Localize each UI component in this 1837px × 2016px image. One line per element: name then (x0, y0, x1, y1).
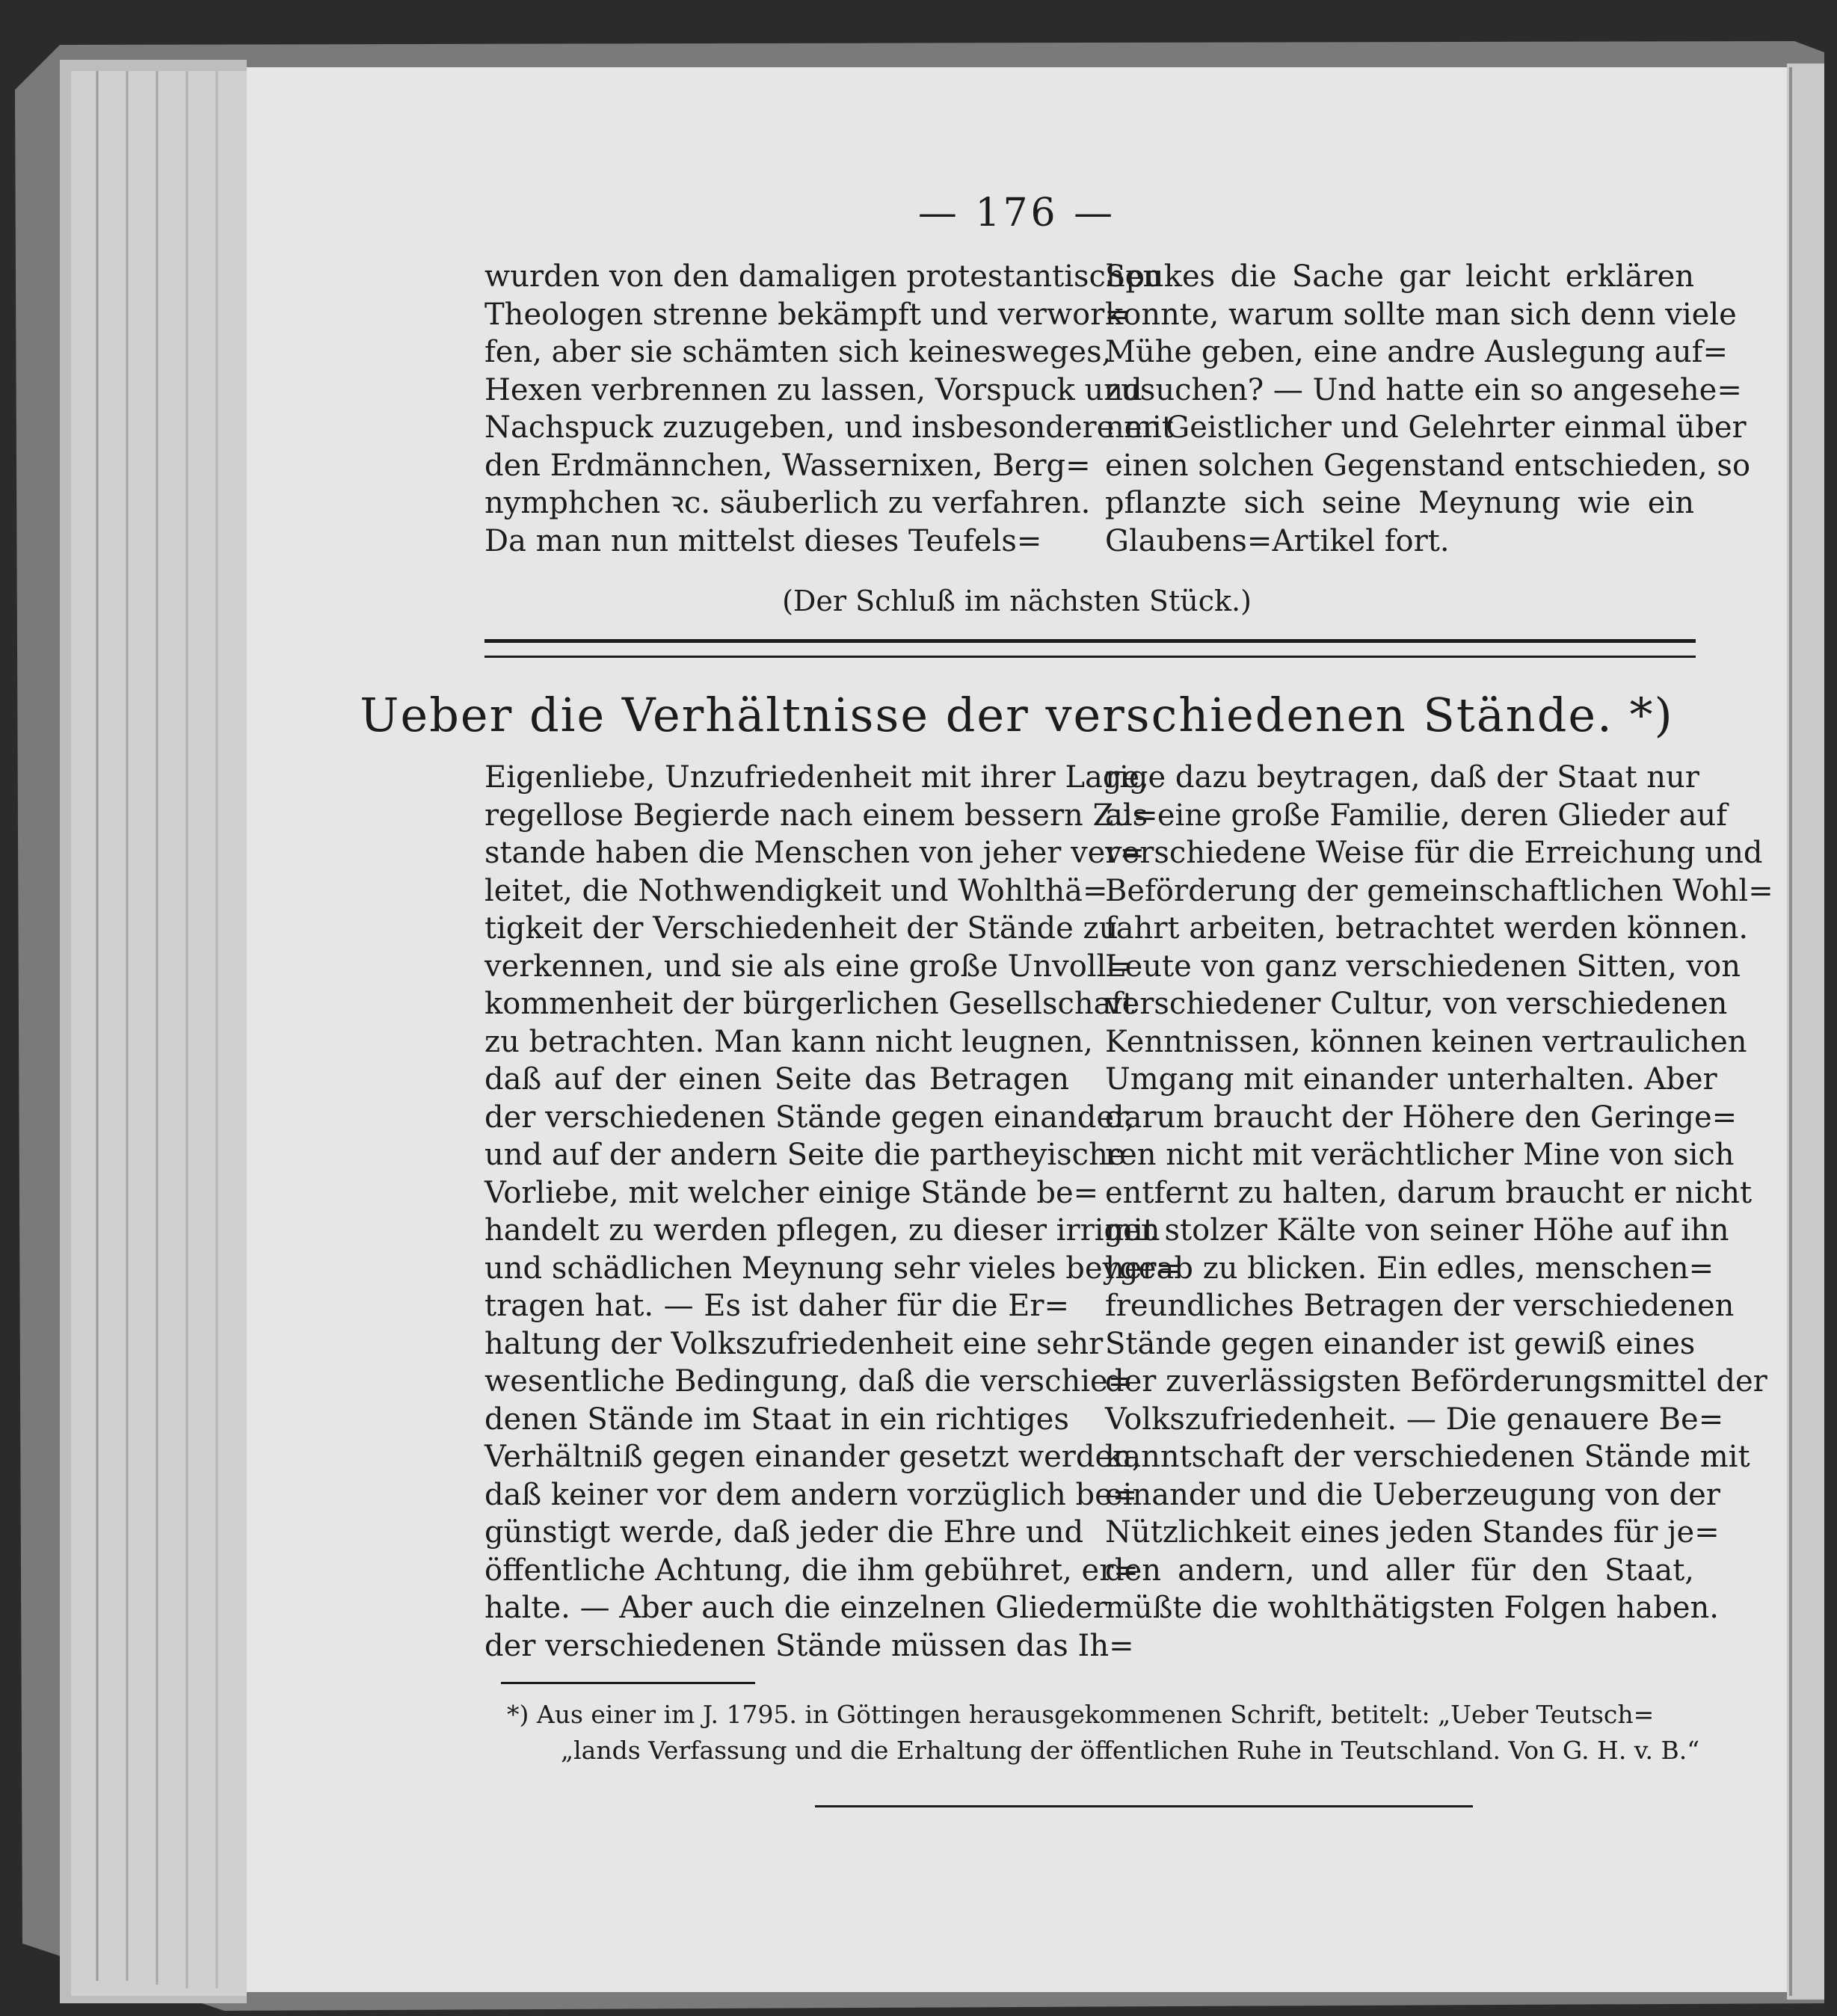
text-line: herab zu blicken. Ein edles, menschen= (1105, 1251, 1714, 1286)
text-line: regellose Begierde nach einem bessern Zu= (484, 798, 1158, 833)
text-line: einen solchen Gegenstand entschieden, so (1105, 448, 1751, 483)
text-line: tigkeit der Verschiedenheit der Stände zu (484, 911, 1118, 946)
text-line: zu betrachten. Man kann nicht leugnen, (484, 1024, 1093, 1059)
text-line: pflanzte sich seine Meynung wie ein (1105, 486, 1694, 520)
text-line: kommenheit der bürgerlichen Gesellschaft (484, 987, 1135, 1021)
text-line: daß keiner vor dem andern vorzüglich be= (484, 1477, 1138, 1512)
text-line: den Erdmännchen, Wassernixen, Berg= (484, 448, 1091, 483)
footnote-divider (501, 1682, 755, 1684)
text-line: fahrt arbeiten, betrachtet werden können. (1105, 911, 1749, 946)
text-line: daß auf der einen Seite das Betragen (484, 1062, 1069, 1097)
text-line: halte. — Aber auch die einzelnen Glieder (484, 1591, 1107, 1625)
text-line: der zuverlässigsten Beförderungsmittel der (1105, 1364, 1767, 1399)
text-line: Hexen verbrennen zu lassen, Vorspuck und (484, 372, 1142, 407)
text-line: Nützlichkeit eines jeden Standes für je= (1105, 1515, 1720, 1550)
bottom-divider (815, 1805, 1473, 1807)
text-line: verkennen, und sie als eine große Unvoll= (484, 949, 1131, 984)
text-column-3 (484, 759, 1181, 1665)
text-line: und auf der andern Seite die partheyische (484, 1138, 1126, 1172)
text-line: handelt zu werden pflegen, zu dieser irrigen (484, 1213, 1160, 1248)
text-line: Stände gegen einander ist gewiß eines (1105, 1326, 1696, 1361)
text-line: öffentliche Achtung, die ihm gebühret, er= (484, 1553, 1139, 1588)
text-line: darum braucht der Höhere den Geringe= (1105, 1100, 1738, 1135)
text-line: konnte, warum sollte man sich denn viele (1105, 297, 1737, 332)
text-line: entfernt zu halten, darum braucht er nicht (1105, 1175, 1753, 1210)
text-line: Da man nun mittelst dieses Teufels= (484, 523, 1042, 558)
text-line: stande haben die Menschen von jeher ver= (484, 836, 1145, 870)
text-line: Nachspuck zuzugeben, und insbesondere mit (484, 410, 1174, 445)
text-line: verschiedener Cultur, von verschiedenen (1105, 987, 1728, 1021)
text-line: Glaubens=Artikel fort. (1105, 523, 1450, 558)
text-line: nymphchen ꝛc. säuberlich zu verfahren. (484, 486, 1091, 520)
text-line: verschiedene Weise für die Erreichung und (1105, 836, 1763, 870)
text-column-2 (1105, 258, 1751, 560)
text-line: denen Stände im Staat in ein richtiges (484, 1402, 1069, 1437)
text-line: Kenntnissen, können keinen vertraulichen (1105, 1024, 1747, 1059)
section-divider-thin (484, 656, 1696, 658)
text-line: haltung der Volkszufriedenheit eine sehr (484, 1326, 1104, 1361)
footnote-line: *) Aus einer im J. 1795. in Göttingen herausgekommenen Schrift, betitelt: „Ueber Teutsch= (507, 1700, 1655, 1729)
text-line: Umgang mit einander unterhalten. Aber (1105, 1062, 1717, 1097)
text-line: kanntschaft der verschiedenen Stände mit (1105, 1440, 1750, 1474)
text-line: Eigenliebe, Unzufriedenheit mit ihrer Lage, (484, 760, 1149, 795)
text-line: müßte die wohlthätigsten Folgen haben. (1105, 1591, 1719, 1625)
text-line: rige dazu beytragen, daß der Staat nur (1105, 760, 1699, 795)
text-line: der verschiedenen Stände gegen einander, (484, 1100, 1135, 1135)
text-line: wesentliche Bedingung, daß die verschie= (484, 1364, 1133, 1399)
text-line: den andern, und aller für den Staat, (1105, 1553, 1694, 1588)
text-line: der verschiedenen Stände müssen das Ih= (484, 1628, 1134, 1663)
text-column-4 (1105, 759, 1773, 1627)
section-divider-thick (484, 639, 1696, 643)
text-line: Vorliebe, mit welcher einige Stände be= (484, 1175, 1099, 1210)
text-line: Theologen strenne bekämpft und verwor= (484, 297, 1130, 332)
text-line: Mühe geben, eine andre Auslegung auf= (1105, 335, 1728, 369)
text-column-1 (484, 258, 1174, 560)
text-line: und schädlichen Meynung sehr vieles beyge= (484, 1251, 1181, 1286)
text-line: mit stolzer Kälte von seiner Höhe auf ihn (1105, 1213, 1729, 1248)
page-number: — 176 — (917, 191, 1116, 235)
continued-note: (Der Schluß im nächsten Stück.) (782, 585, 1252, 617)
text-line: günstigt werde, daß jeder die Ehre und (484, 1515, 1084, 1550)
text-line: fen, aber sie schämten sich keinesweges, (484, 335, 1112, 369)
footnote-line: „lands Verfassung und die Erhaltung der öffentlichen Ruhe in Teutschland. Von G. H. v. B.“ (561, 1736, 1700, 1765)
text-line: Leute von ganz verschiedenen Sitten, von (1105, 949, 1741, 984)
text-line: leitet, die Nothwendigkeit und Wohlthä= (484, 873, 1108, 908)
article-heading: Ueber die Verhältnisse der verschiedenen Stände. *) (360, 688, 1674, 742)
text-line: zusuchen? — Und hatte ein so angesehe= (1105, 372, 1742, 407)
text-line: Beförderung der gemeinschaftlichen Wohl= (1105, 873, 1773, 908)
text-line: tragen hat. — Es ist daher für die Er= (484, 1289, 1069, 1323)
text-line: Spukes die Sache gar leicht erklären (1105, 259, 1694, 294)
text-line: ner Geistlicher und Gelehrter einmal über (1105, 410, 1747, 445)
text-line: Verhältniß gegen einander gesetzt werden, (484, 1440, 1142, 1474)
text-line: einander und die Ueberzeugung von der (1105, 1477, 1720, 1512)
text-line: freundliches Betragen der verschiedenen (1105, 1289, 1735, 1323)
text-line: ren nicht mit verächtlicher Mine von sich (1105, 1138, 1735, 1172)
book-page (247, 71, 1787, 1988)
text-line: wurden von den damaligen protestantischen (484, 259, 1163, 294)
footnote (507, 1697, 1700, 1769)
text-line: Volkszufriedenheit. — Die genauere Be= (1105, 1402, 1724, 1437)
text-line: als eine große Familie, deren Glieder auf (1105, 798, 1727, 833)
